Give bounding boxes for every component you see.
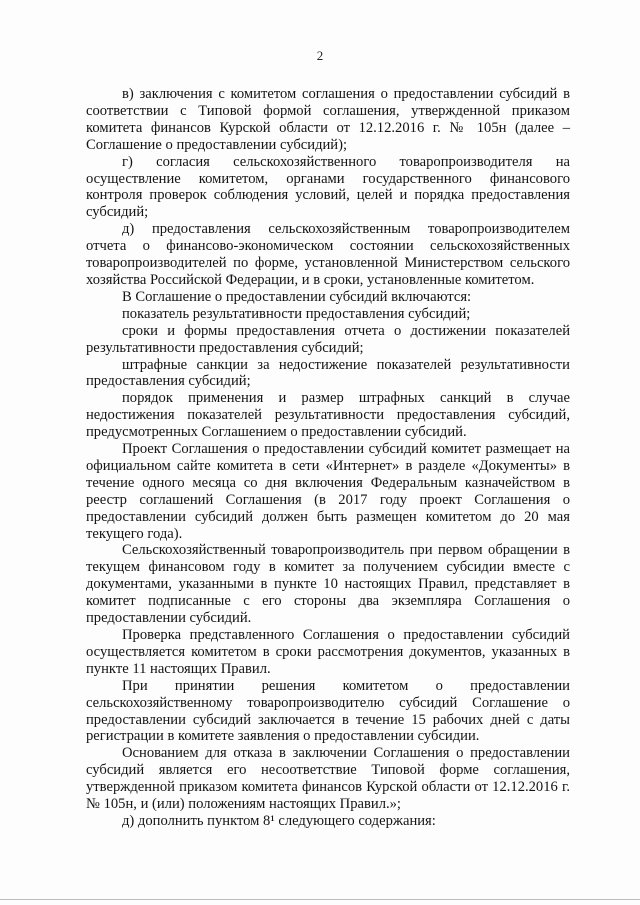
paragraph-report-terms: сроки и формы предоставления отчета о достижении показателей результативности предоставления субсидий; xyxy=(86,322,570,356)
paragraph-conclusion-term: При принятии решения комитетом о предоставлении сельскохозяйственному товаропроизводителю субсидий Соглашение о предоставлении субсидий заключается в течение 15 рабочих дней с даты регистрации в комитете заявления о предоставлении субсидии. xyxy=(86,677,570,745)
paragraph-penalty-procedure: порядок применения и размер штрафных санкций в случае недостижения показателей результативности предоставления субсидий, предусмотренных Соглашением о предоставлении субсидий. xyxy=(86,390,570,441)
paragraph-subclause-d: д) предоставления сельскохозяйственным товаропроизводителем отчета о финансово-экономическом состоянии сельскохозяйственных товаропроизводителей по форме, установленной Министерством сельского хозяйства Российской Федерации, и в сроки, установленные комитетом. xyxy=(86,221,570,288)
paragraph-subclause-g: г) согласия сельскохозяйственного товаропроизводителя на осуществление комитетом, органами государственного финансового контроля проверок соблюдения условий, целей и порядка предоставления субсидий; xyxy=(86,153,570,221)
paragraph-agreement-check: Проверка представленного Соглашения о предоставлении субсидий осуществляется комитетом в сроки рассмотрения документов, указанных в пункте 11 настоящих Правил. xyxy=(86,627,570,677)
paragraph-first-application: Сельскохозяйственный товаропроизводитель при первом обращении в текущем финансовом году в комитет за получением субсидии вместе с документами, указанными в пункте 10 настоящих Правил, представляет в комитет подписанные с его стороны два экземпляра Соглашения о предоставлении субсидий. xyxy=(86,542,570,627)
paragraph-penalties: штрафные санкции за недостижение показателей результативности предоставления субсидий; xyxy=(86,356,570,390)
paragraph-subclause-v: в) заключения с комитетом соглашения о предоставлении субсидий в соответствии с Типовой формой соглашения, утвержденной приказом комитета финансов Курской области от 12.12.2016 г. № 105н (далее – Соглашение о предоставлении субсидий); xyxy=(86,86,570,153)
paragraph-add-clause: д) дополнить пунктом 8¹ следующего содержания: xyxy=(122,812,436,829)
page-number: 2 xyxy=(316,48,324,63)
document-body xyxy=(86,86,570,830)
paragraph-agreement-includes: В Соглашение о предоставлении субсидий включаются: xyxy=(122,288,472,305)
paragraph-refusal-grounds: Основанием для отказа в заключении Соглашения о предоставлении субсидий является его несоответствие Типовой форме соглашения, утвержденной приказом комитета финансов Курской области от 12.12.2016 г. № 105н, и (или) положениям настоящих Правил.»; xyxy=(86,745,570,813)
paragraph-performance-indicator: показатель результативности предоставления субсидий; xyxy=(122,305,471,322)
page-bottom-edge xyxy=(0,899,640,900)
paragraph-draft-publication: Проект Соглашения о предоставлении субсидий комитет размещает на официальном сайте комитета в сети «Интернет» в разделе «Документы» в течение одного месяца со дня включения Федеральным казначейством в реестр соглашений Соглашения (в 2017 году проект Соглашения о предоставлении субсидий должен быть размещен комитетом до 20 мая текущего года). xyxy=(86,441,570,542)
